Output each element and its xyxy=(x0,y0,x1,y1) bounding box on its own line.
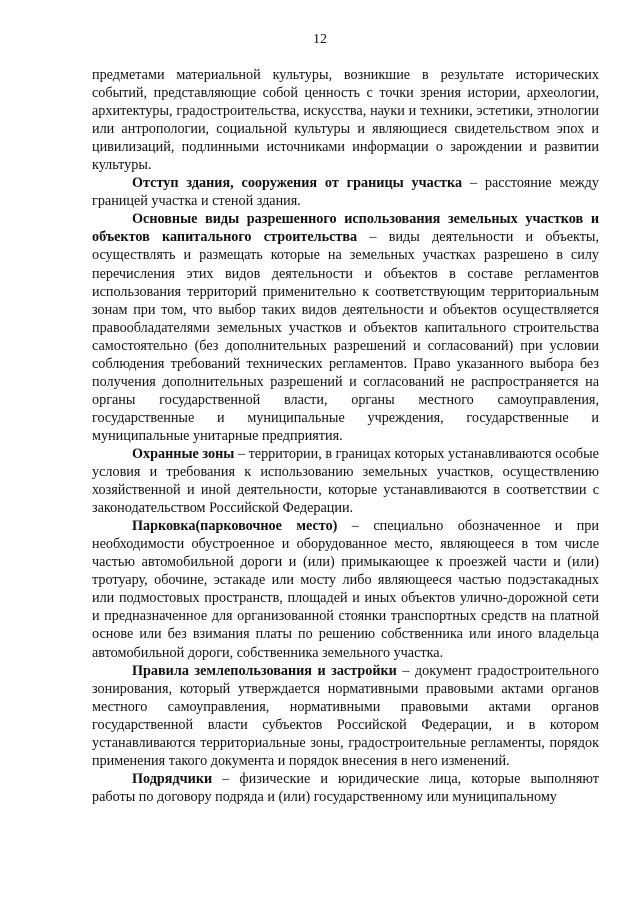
document-body xyxy=(92,66,599,806)
definition-term: Парковка(парковочное место) xyxy=(132,518,338,535)
definition-text: – документ градостроительного зонирования, который утверждается нормативными правовыми актами органов местного самоуправления, нормативными правовыми актами органов государственной власти субъектов Российской Федерации, и в котором устанавливаются территориальные зоны, градостроительные регламенты, порядок применения такого документа и порядок внесения в него изменений. xyxy=(92,662,599,769)
definition-text: – территории, в границах которых устанавливаются особые условия и требования к использованию земельных участков, осуществлению хозяйственной и иной деятельности, которые устанавливаются в соответствии с законодательством Российской Федерации. xyxy=(92,445,599,517)
definition-text: – физические и юридические лица, которые выполняют работы по договору подряда и (или) государственному или муниципальному xyxy=(92,770,599,805)
definition-parking xyxy=(92,517,599,661)
definition-text: – расстояние между границей участка и стеной здания. xyxy=(92,175,599,210)
definition-term: Охранные зоны xyxy=(132,445,235,462)
definition-contractors xyxy=(92,770,599,806)
paragraph-continuation xyxy=(92,66,599,174)
definition-text: – специально обозначенное и при необходимости обустроенное и оборудованное место, являющееся в том числе частью автомобильной дороги и (или) примыкающее к проезжей части и (или) тротуару, обочине, эстакаде или мосту либо являющееся частью подэстакадных или подмостовых пространств, площадей и иных объектов улично-дорожной сети и предназначенное для организованной стоянки транспортных средств на платной основе или без взимания платы по решению собственника или иного владельца автомобильной дороги, собственника земельного участка. xyxy=(92,518,599,661)
definition-permitted-use xyxy=(92,210,599,445)
definition-term: Правила землепользования и застройки xyxy=(132,662,397,679)
definition-term: Основные виды разрешенного использования земельных участков и объектов капитального строительства xyxy=(92,211,599,246)
definition-protection-zones xyxy=(92,445,599,517)
definition-building-setback xyxy=(92,174,599,210)
definition-term: Отступ здания, сооружения от границы участка xyxy=(132,175,463,192)
paragraph-text: предметами материальной культуры, возникшие в результате исторических событий, представляющие собой ценность с точки зрения истории, археологии, архитектуры, градостроительства, искусства, науки и техники, эстетики, этнологии или антропологии, социальной культуры и являющиеся свидетельством эпох и цивилизаций, подлинными источниками информации о зарождении и развитии культуры. xyxy=(92,67,599,174)
definition-land-use-rules xyxy=(92,662,599,770)
definition-term: Подрядчики xyxy=(132,770,213,787)
page-number: 12 xyxy=(313,32,327,47)
definition-text: – виды деятельности и объекты, осуществлять и размещать которые на земельных участках разрешено в силу перечисления этих видов деятельности и объектов в составе регламентов использования территорий применительно к соответствующим территориальным зонам при том, что выбор таких видов деятельности и объектов осуществляется правообладателями земельных участков и объектов капитального строительства самостоятельно (без дополнительных разрешений и согласований) при условии соблюдения требований технических регламентов. Право указанного выбора без получения дополнительных разрешений и согласований не распространяется на органы государственной власти, органы местного самоуправления, государственные и муниципальные учреждения, государственные и муниципальные унитарные предприятия. xyxy=(92,229,599,444)
